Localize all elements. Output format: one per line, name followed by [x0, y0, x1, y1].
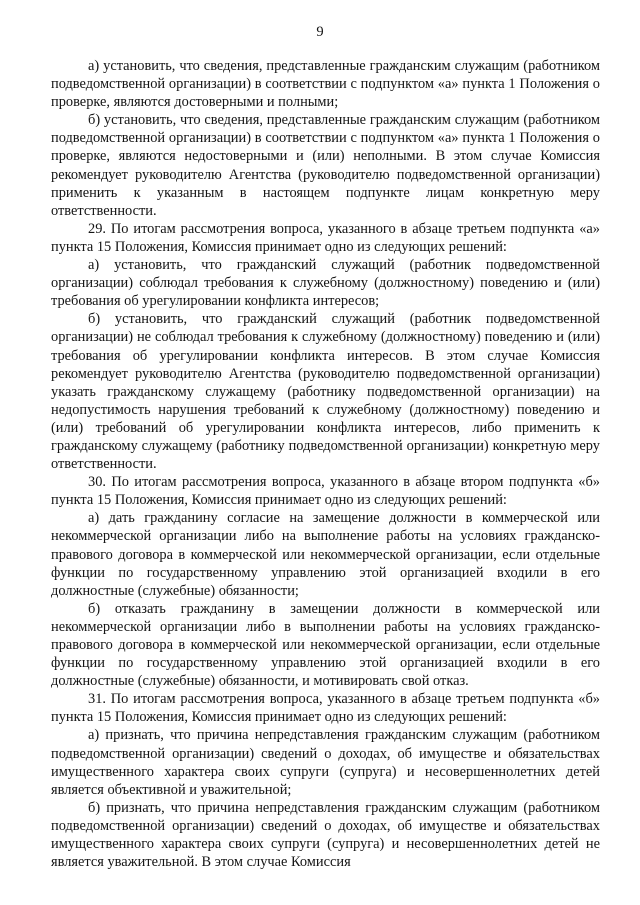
page-number: 9: [316, 24, 324, 40]
paragraph-29a: а) установить, что гражданский служащий (работник подведомственной организации) соблюдал требования к служебному (должностному) поведению и (или) требования об урегулировании конфликта интересов;: [51, 257, 600, 310]
paragraph-30a: а) дать гражданину согласие на замещение должности в коммерческой или некоммерческой организации либо на выполнение работы на условиях гражданско-правового договора в коммерческой или некоммерческой организации, если отдельные функции по государственному управлению этой организацией входили в его должностные (служебные) обязанности;: [51, 510, 600, 599]
paragraph-30: 30. По итогам рассмотрения вопроса, указанного в абзаце втором подпункта «б» пункта 15 Положения, Комиссия принимает одно из следующих решений:: [51, 474, 600, 509]
paragraph-31: 31. По итогам рассмотрения вопроса, указанного в абзаце третьем подпункта «б» пункта 15 Положения, Комиссия принимает одно из следующих решений:: [51, 691, 600, 726]
paragraph-30b: б) отказать гражданину в замещении должности в коммерческой или некоммерческой организации либо в выполнении работы на условиях гражданско-правового договора в коммерческой или некоммерческой организации, если отдельные функции по государственному управлению этой организацией входили в его должностные (служебные) обязанности, и мотивировать свой отказ.: [51, 600, 600, 690]
document-body: [51, 57, 600, 871]
paragraph-28b: б) установить, что сведения, представленные гражданским служащим (работником подведомственной организации) в соответствии с подпунктом «а» пункта 1 Положения о проверке, являются недостоверными и (или) неполными. В этом случае Комиссия рекомендует руководителю Агентства (руководителю подведомственной организации) применить к указанным в настоящем подпункте лицам конкретную меру ответственности.: [51, 112, 600, 219]
paragraph-29: 29. По итогам рассмотрения вопроса, указанного в абзаце третьем подпункта «а» пункта 15 Положения, Комиссия принимает одно из следующих решений:: [51, 220, 600, 255]
paragraph-31a: а) признать, что причина непредставления гражданским служащим (работником подведомственной организации) сведений о доходах, об имуществе и обязательствах имущественного характера своих супруги (супруга) и несовершеннолетних детей является объективной и уважительной;: [51, 727, 600, 798]
paragraph-28a: а) установить, что сведения, представленные гражданским служащим (работником подведомственной организации) в соответствии с подпунктом «а» пункта 1 Положения о проверке, являются достоверными и полными;: [51, 58, 600, 111]
paragraph-31b: б) признать, что причина непредставления гражданским служащим (работником подведомственной организации) сведений о доходах, об имуществе и обязательствах имущественного характера своих супруги (супруга) и несовершеннолетних детей не является уважительной. В этом случае Комиссия: [51, 799, 600, 871]
paragraph-29b: б) установить, что гражданский служащий (работник подведомственной организации) не соблюдал требования к служебному (должностному) поведению и (или) требования об урегулировании конфликта интересов. В этом случае Комиссия рекомендует руководителю Агентства (руководителю подведомственной организации) указать гражданскому служащему (работнику подведомственной организации) на недопустимость нарушения требований к служебному (должностному) поведению и (или) требований об урегулировании конфликта интересов, либо применить к гражданскому служащему (работнику подведомственной организации) конкретную меру ответственности.: [51, 311, 600, 473]
